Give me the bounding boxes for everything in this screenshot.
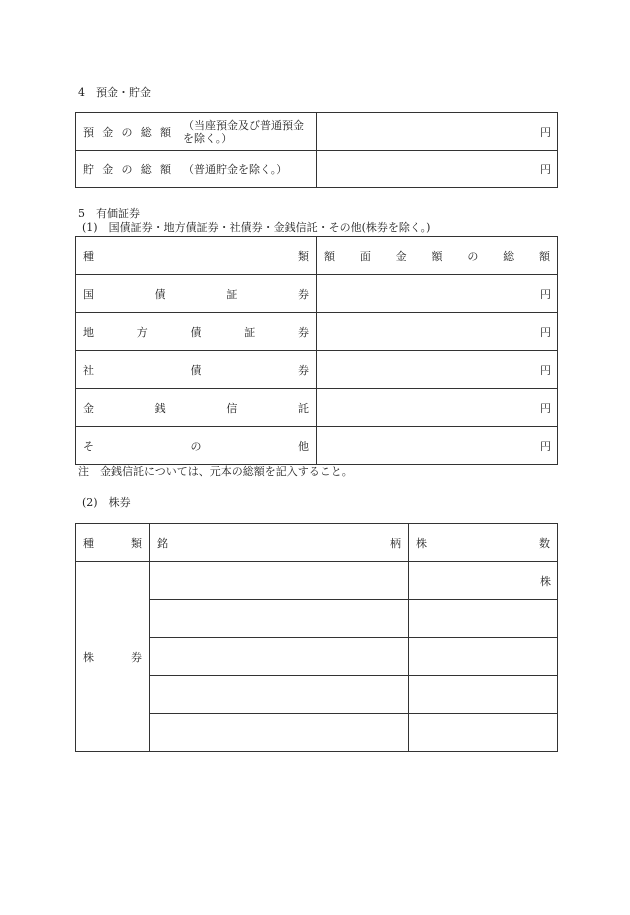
issue-name-cell[interactable] [150,562,409,600]
yen-unit: 円 [540,325,551,339]
amount-local-bonds[interactable] [317,313,558,351]
share-count-cell[interactable] [409,676,558,714]
header-face-amount: 額 面 金 額 の 総 額 [317,237,558,275]
row-label-money-trust: 金 銭 信 託 [76,389,317,427]
section-5-1-title: (1) 国債証券・地方債証券・社債券・金銭信託・その他(株券を除く。) [82,221,431,234]
issue-name-cell[interactable] [150,600,409,638]
amount-other[interactable] [317,427,558,465]
row-label-corporate-bonds: 社 債 券 [76,351,317,389]
row-label-other: そ の 他 [76,427,317,465]
yen-unit: 円 [540,287,551,301]
securities-table [75,236,558,465]
yen-unit: 円 [540,439,551,453]
savings-label-cell [76,151,317,188]
section-5-2-title: (2) 株券 [82,496,131,509]
issue-name-cell[interactable] [150,638,409,676]
amount-money-trust[interactable] [317,389,558,427]
row-label-local-bonds: 地 方 債 証 券 [76,313,317,351]
yen-unit: 円 [540,401,551,415]
savings-total-label: 貯 金 の 総 額 [83,163,171,176]
deposit-label-cell [76,113,317,151]
deposit-total-label: 預 金 の 総 額 [83,125,171,139]
yen-unit: 円 [540,163,551,176]
header-kind: 種 類 [76,524,150,562]
amount-government-bonds[interactable] [317,275,558,313]
stocks-kind-label: 株 券 [76,562,150,752]
deposit-amount-cell[interactable] [317,113,558,151]
yen-unit: 円 [540,363,551,377]
money-trust-note: 注 金銭信託については、元本の総額を記入すること。 [78,465,353,478]
issue-name-cell[interactable] [150,714,409,752]
row-label-government-bonds: 国 債 証 券 [76,275,317,313]
issue-name-cell[interactable] [150,676,409,714]
share-count-cell[interactable] [409,600,558,638]
header-kind: 種 類 [76,237,317,275]
section-4-title: 4 預金・貯金 [78,86,151,99]
stocks-table [75,523,558,752]
share-count-cell[interactable] [409,562,558,600]
shares-unit: 株 [540,575,551,588]
deposit-note: （当座預金及び普通預金 を除く。） [183,118,304,145]
amount-corporate-bonds[interactable] [317,351,558,389]
savings-note: （普通貯金を除く。） [183,162,288,176]
yen-unit: 円 [540,125,551,139]
share-count-cell[interactable] [409,638,558,676]
deposit-table [75,112,558,188]
savings-amount-cell[interactable] [317,151,558,188]
header-issue-name: 銘 柄 [150,524,409,562]
header-share-count: 株 数 [409,524,558,562]
section-5-title: 5 有価証券 [78,207,140,220]
share-count-cell[interactable] [409,714,558,752]
